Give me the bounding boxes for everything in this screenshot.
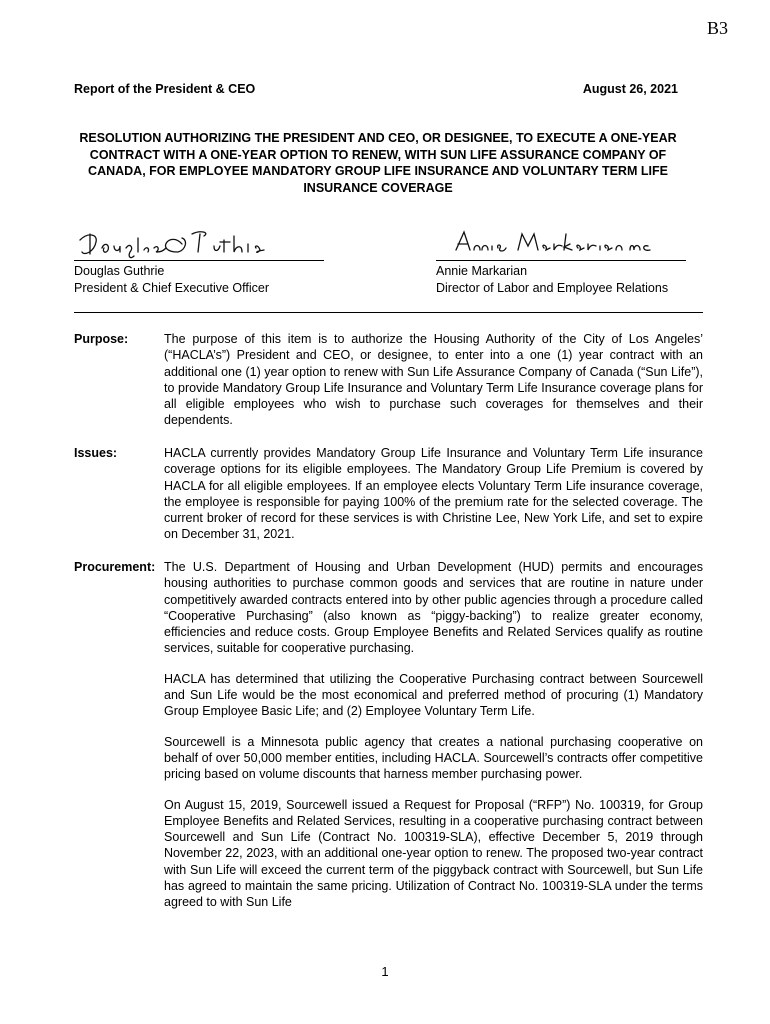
procurement-label: Procurement:	[74, 560, 156, 574]
procurement-paragraph: Sourcewell is a Minnesota public agency that creates a national purchasing cooperative on behalf of over 50,000 member entities, including HACLA. Sourcewell’s contracts offer competitive pricing based on volume discounts that harness member purchasing power.	[164, 734, 703, 782]
issues-section	[74, 445, 703, 557]
handwritten-signature	[436, 226, 656, 260]
handwritten-signature	[74, 226, 284, 260]
signature-block-ceo	[74, 226, 324, 297]
resolution-title: RESOLUTION AUTHORIZING THE PRESIDENT AND CEO, OR DESIGNEE, TO EXECUTE A ONE-YEAR CONTRACT WITH A ONE-YEAR OPTION TO RENEW, WITH SUN LIFE ASSURANCE COMPANY OF CANADA, FOR EMPLOYEE MANDATORY GROUP LIFE INSURANCE AND VOLUNTARY TERM LIFE INSURANCE COVERAGE	[79, 131, 677, 195]
signature-line	[436, 260, 686, 261]
report-title: Report of the President & CEO	[74, 82, 256, 96]
procurement-section	[74, 559, 703, 925]
purpose-section	[74, 331, 703, 443]
signature-line	[74, 260, 324, 261]
procurement-paragraph: HACLA has determined that utilizing the Cooperative Purchasing contract between Sourcewell and Sun Life would be the most economical and preferred method of procuring (1) Mandatory Group Employee Basic Life; and (2) Employee Voluntary Term Life.	[164, 671, 703, 719]
report-date: August 26, 2021	[582, 82, 678, 96]
signer-role: President & Chief Executive Officer	[74, 281, 269, 295]
issues-label: Issues:	[74, 446, 118, 460]
signature-image-ceo	[74, 226, 324, 260]
section-divider	[74, 312, 703, 313]
page-number: 1	[381, 964, 389, 979]
signature-image-director	[436, 226, 686, 260]
signer-name: Douglas Guthrie	[74, 264, 165, 278]
signature-block-director	[436, 226, 686, 297]
signer-role: Director of Labor and Employee Relations	[436, 281, 669, 295]
signer-name: Annie Markarian	[436, 264, 528, 278]
issues-text: HACLA currently provides Mandatory Group Life Insurance and Voluntary Term Life insurance coverage options for its eligible employees. The Mandatory Group Life Premium is covered by HACLA for all eligible employees. If an employee elects Voluntary Term Life insurance coverage, the employee is responsible for paying 100% of the premium rate for the selected coverage. The current broker of record for these services is with Christine Lee, New York Life, and set to expire on December 31, 2021.	[164, 446, 703, 542]
purpose-label: Purpose:	[74, 332, 129, 346]
purpose-text: The purpose of this item is to authorize the Housing Authority of the City of Los Angeles’ (“HACLA’s”) President and CEO, or designee, to enter into a one (1) year contract with an additional one (1) year option to renew with Sun Life Assurance Company of Canada (“Sun Life”), to provide Mandatory Group Life Insurance and Voluntary Term Life Insurance coverage plans for all eligible employees who wish to purchase such coverages for themselves and their dependents.	[164, 332, 703, 428]
procurement-paragraph: On August 15, 2019, Sourcewell issued a Request for Proposal (“RFP”) No. 100319, for Group Employee Benefits and Related Services, resulting in a cooperative purchasing contract between Sourcewell and Sun Life (Contract No. 100319-SLA), effective December 5, 2019 through November 22, 2023, with an additional one-year option to renew. The proposed two-year contract with Sun Life will exceed the current term of the piggyback contract with Sourcewell, but Sun Life has agreed to maintain the same pricing. Utilization of Contract No. 100319-SLA under the terms agreed to with Sun Life	[164, 797, 703, 910]
report-header	[74, 82, 678, 96]
procurement-paragraph: The U.S. Department of Housing and Urban Development (HUD) permits and encourages housing authorities to purchase common goods and services that are routine in nature under competitively awarded contracts entered into by other public agencies through a procedure called “Cooperative Purchasing” (also known as “piggy-backing”) to realize greater economy, efficiencies and reduce costs. Group Employee Benefits and Related Services qualify as routine services, suitable for cooperative purchasing.	[164, 560, 703, 656]
page-label: B3	[706, 18, 728, 38]
